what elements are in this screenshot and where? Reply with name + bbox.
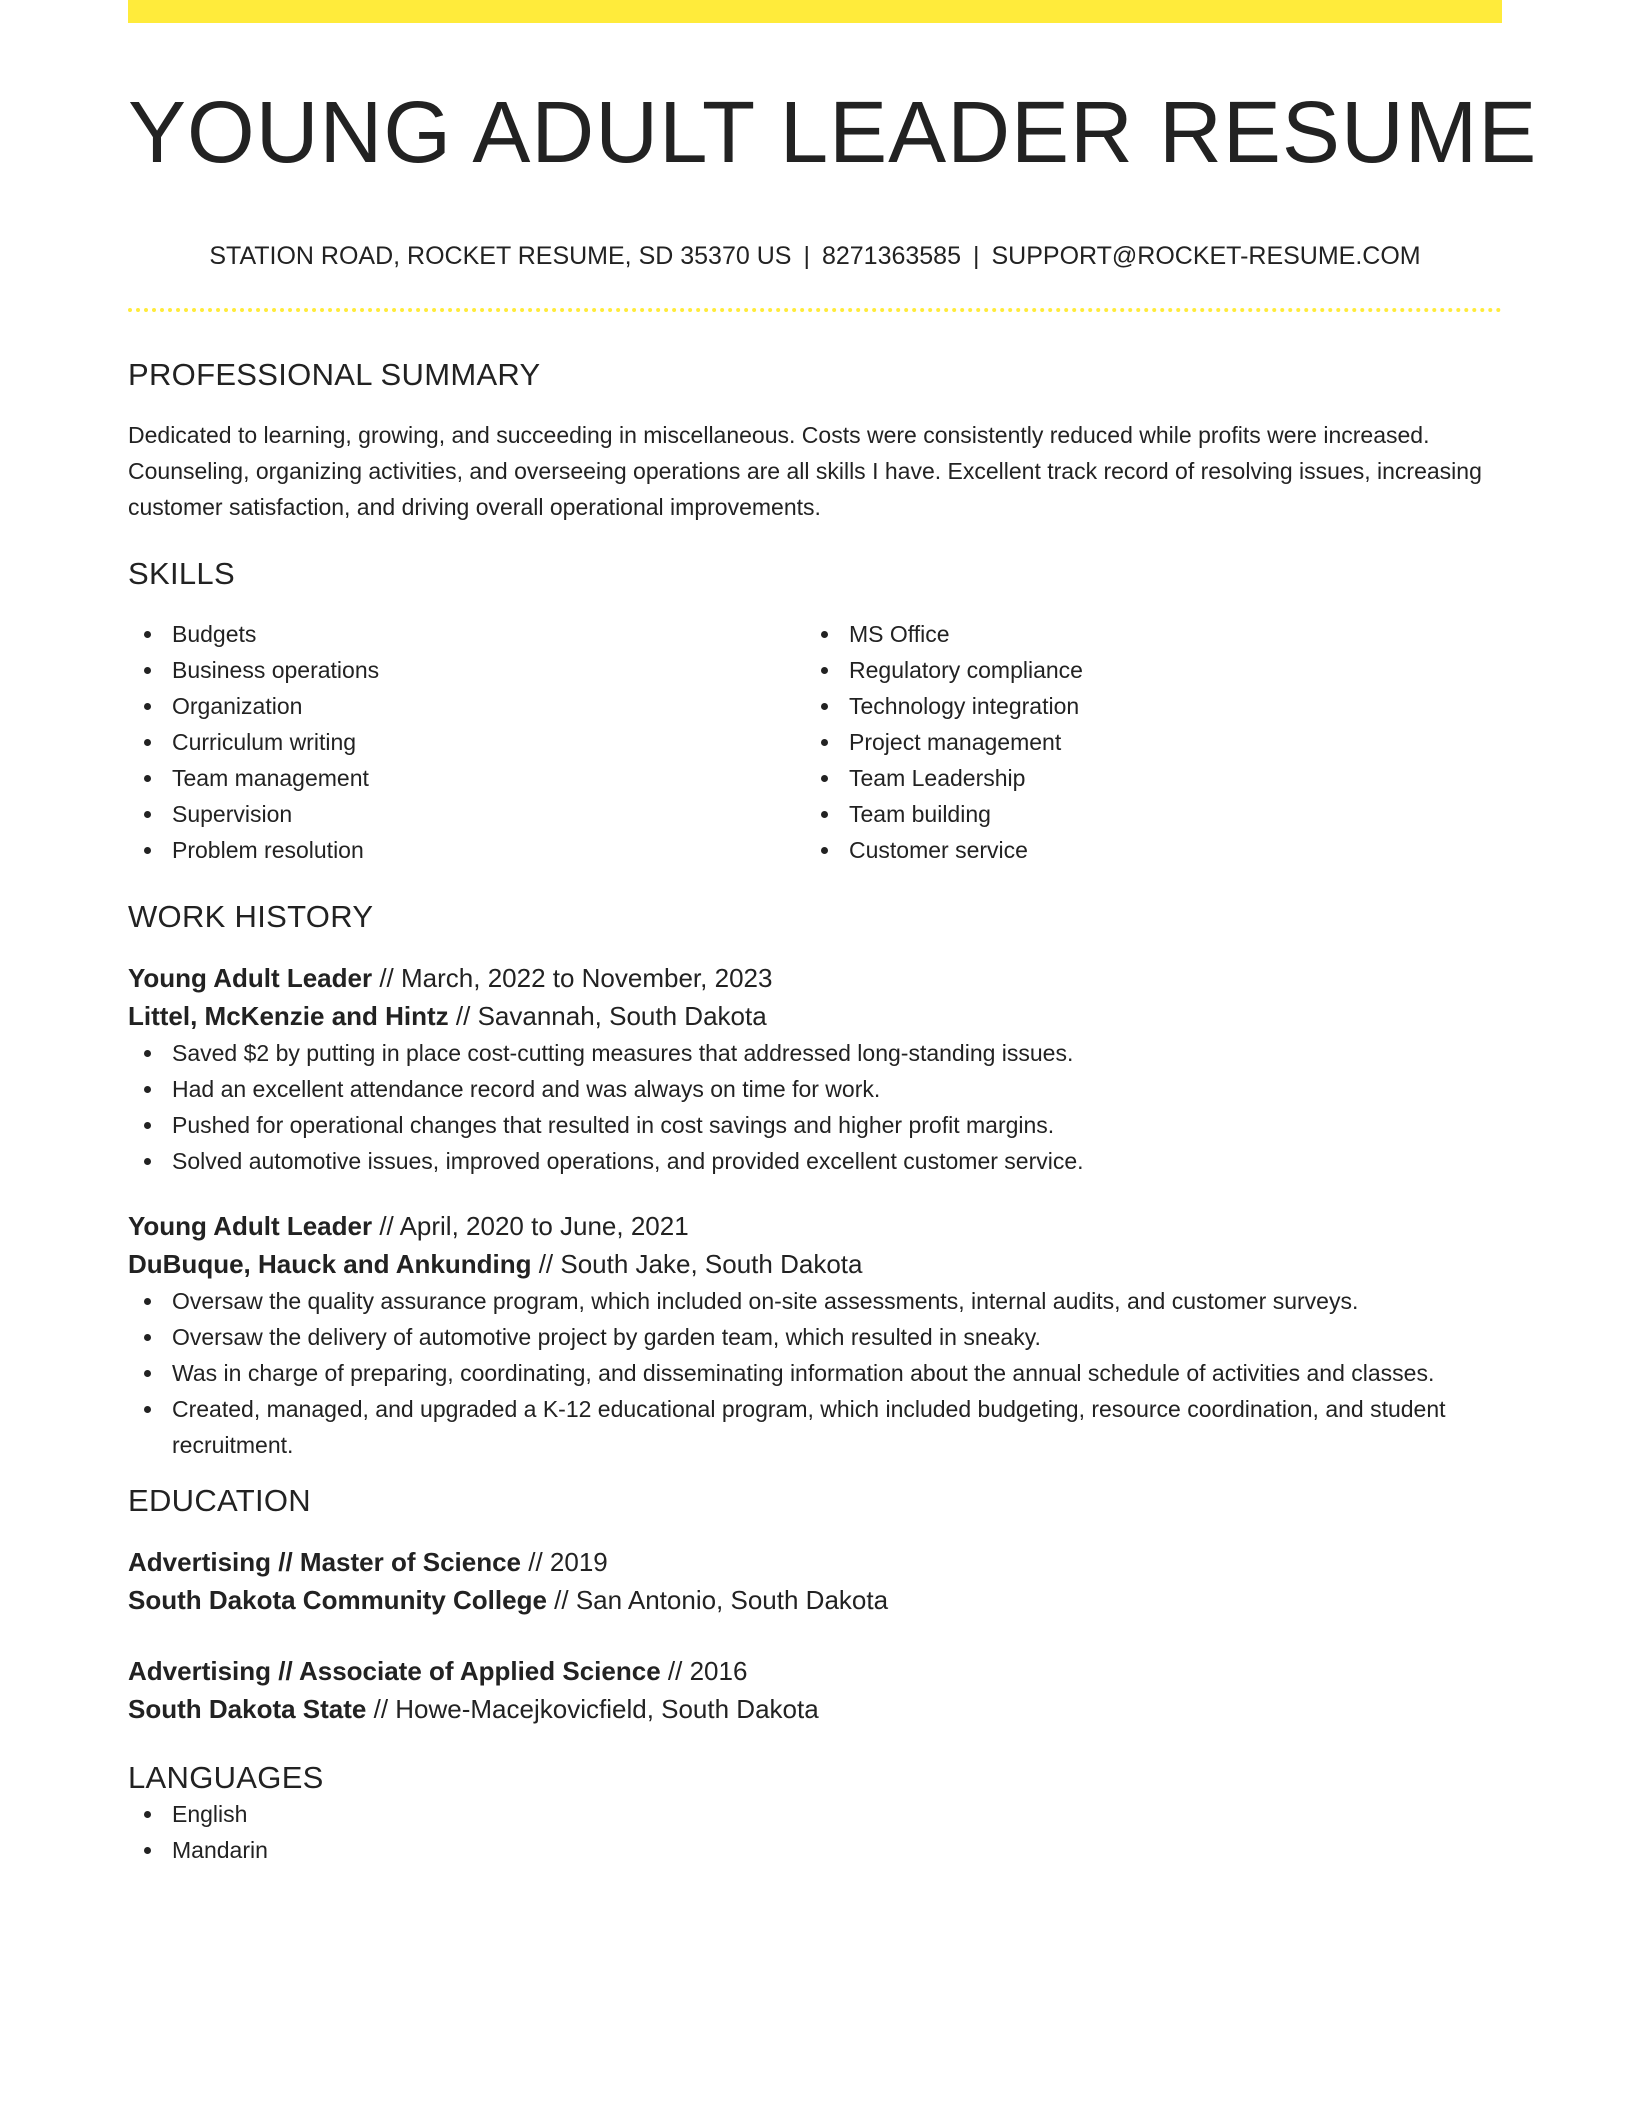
skill-label: Team building <box>849 801 991 827</box>
skills-grid <box>128 616 1502 868</box>
skills-heading: SKILLS <box>128 556 235 591</box>
bullet-dot <box>144 811 151 818</box>
education-school: South Dakota Community College <box>128 1585 547 1615</box>
skill-item <box>128 796 805 832</box>
bullet-dot <box>144 1334 151 1341</box>
bullet-dot <box>144 703 151 710</box>
job-dates: // April, 2020 to June, 2021 <box>372 1211 689 1241</box>
education-location: // Howe-Macejkovicfield, South Dakota <box>366 1694 819 1724</box>
job-location: // South Jake, South Dakota <box>531 1249 863 1279</box>
skill-item <box>805 832 1482 868</box>
job-title-line <box>128 1207 1502 1245</box>
job-bullet-text: Oversaw the quality assurance program, which included on-site assessments, internal audits, and customer surveys. <box>172 1288 1359 1314</box>
skill-item <box>128 688 805 724</box>
skill-item <box>805 688 1482 724</box>
job-bullet <box>128 1319 1502 1355</box>
summary-text: Dedicated to learning, growing, and succeeding in miscellaneous. Costs were consistently reduced while profits were increased. Counseling, organizing activities, and overseeing operations are all skills I have. Excellent track record of resolving issues, increasing customer satisfaction, and driving overall operational improvements. <box>128 422 1482 520</box>
job-bullet <box>128 1283 1502 1319</box>
skill-label: Budgets <box>172 621 257 647</box>
job-bullet <box>128 1107 1502 1143</box>
job-bullet-text: Created, managed, and upgraded a K-12 educational program, which included budgeting, resource coordination, and student recruitment. <box>172 1396 1446 1458</box>
bullet-dot <box>144 1370 151 1377</box>
education-location: // San Antonio, South Dakota <box>546 1585 889 1615</box>
job-bullets <box>128 1283 1502 1463</box>
bullet-dot <box>821 631 828 638</box>
dotted-divider <box>128 308 1502 312</box>
resume-content <box>128 0 1538 1868</box>
skills-list-left <box>128 616 805 868</box>
skill-item <box>128 760 805 796</box>
bullet-dot <box>144 775 151 782</box>
skill-label: Regulatory compliance <box>849 657 1083 683</box>
skill-item <box>805 724 1482 760</box>
education-heading: EDUCATION <box>128 1483 311 1518</box>
language-label: English <box>172 1801 248 1827</box>
job-bullet-text: Oversaw the delivery of automotive project by garden team, which resulted in sneaky. <box>172 1324 1041 1350</box>
skill-label: Technology integration <box>849 693 1080 719</box>
contact-address: STATION ROAD, ROCKET RESUME, SD 35370 US <box>209 242 792 270</box>
education-degree: Advertising // Master of Science <box>128 1547 522 1577</box>
bullet-dot <box>144 1298 151 1305</box>
job-dates: // March, 2022 to November, 2023 <box>372 963 773 993</box>
job-location: // Savannah, South Dakota <box>448 1001 767 1031</box>
skill-label: Customer service <box>849 837 1028 863</box>
skill-item <box>805 760 1482 796</box>
skills-column-right <box>805 616 1482 868</box>
bullet-dot <box>144 739 151 746</box>
skill-item <box>128 652 805 688</box>
bullet-dot <box>144 1847 151 1854</box>
skill-label: MS Office <box>849 621 950 647</box>
skills-list-right <box>805 616 1482 868</box>
job-bullet <box>128 1391 1502 1463</box>
contact-phone: 8271363585 <box>821 242 961 270</box>
summary-heading: PROFESSIONAL SUMMARY <box>128 357 541 392</box>
education-entry <box>128 1543 1502 1619</box>
skill-item <box>128 724 805 760</box>
education-degree: Advertising // Associate of Applied Science <box>128 1656 661 1686</box>
job-bullet <box>128 1035 1502 1071</box>
bullet-dot <box>821 811 828 818</box>
skill-label: Business operations <box>172 657 380 683</box>
education-degree-line <box>128 1543 1502 1581</box>
job-entry <box>128 959 1502 1179</box>
bullet-dot <box>821 847 828 854</box>
job-bullet-text: Pushed for operational changes that resulted in cost savings and higher profit margins. <box>172 1112 1055 1138</box>
language-item <box>128 1796 1502 1832</box>
skill-item <box>128 832 805 868</box>
skills-column-left <box>128 616 805 868</box>
work-history-heading: WORK HISTORY <box>128 899 374 934</box>
education-school-line <box>128 1581 1502 1619</box>
bullet-dot <box>144 1050 151 1057</box>
skill-label: Project management <box>849 729 1062 755</box>
job-company: DuBuque, Hauck and Ankunding <box>128 1249 532 1279</box>
job-bullet-text: Solved automotive issues, improved operations, and provided excellent customer service. <box>172 1148 1084 1174</box>
skill-item <box>805 616 1482 652</box>
resume-title: YOUNG ADULT LEADER RESUME <box>128 84 1538 181</box>
job-company-line <box>128 1245 1502 1283</box>
bullet-dot <box>144 1086 151 1093</box>
education-year: // 2019 <box>521 1547 608 1577</box>
bullet-dot <box>821 703 828 710</box>
education-year: // 2016 <box>660 1656 748 1686</box>
skill-item <box>805 796 1482 832</box>
bullet-dot <box>821 739 828 746</box>
job-bullet <box>128 1143 1502 1179</box>
skill-label: Supervision <box>172 801 293 827</box>
job-bullets <box>128 1035 1502 1179</box>
education-degree-line <box>128 1652 1502 1690</box>
job-bullet <box>128 1071 1502 1107</box>
job-bullet-text: Had an excellent attendance record and was always on time for work. <box>172 1076 881 1102</box>
bullet-dot <box>144 631 151 638</box>
languages-heading: LANGUAGES <box>128 1760 324 1795</box>
contact-separator: | <box>803 242 810 270</box>
education-entry <box>128 1652 1502 1728</box>
bullet-dot <box>144 667 151 674</box>
bullet-dot <box>144 1811 151 1818</box>
job-title-line <box>128 959 1502 997</box>
skill-label: Team management <box>172 765 369 791</box>
education-school: South Dakota State <box>128 1694 367 1724</box>
accent-top-bar <box>128 0 1502 23</box>
language-label: Mandarin <box>172 1837 268 1863</box>
contact-email: SUPPORT@ROCKET-RESUME.COM <box>991 242 1421 270</box>
bullet-dot <box>144 847 151 854</box>
bullet-dot <box>821 775 828 782</box>
job-role: Young Adult Leader <box>128 1211 373 1241</box>
skill-label: Problem resolution <box>172 837 364 863</box>
bullet-dot <box>821 667 828 674</box>
bullet-dot <box>144 1122 151 1129</box>
skill-label: Curriculum writing <box>172 729 357 755</box>
skill-label: Team Leadership <box>849 765 1026 791</box>
job-bullet-text: Saved $2 by putting in place cost-cutting measures that addressed long-standing issues. <box>172 1040 1074 1066</box>
skill-item <box>128 616 805 652</box>
job-bullet-text: Was in charge of preparing, coordinating, and disseminating information about the annual schedule of activities and classes. <box>172 1360 1435 1386</box>
job-company-line <box>128 997 1502 1035</box>
bullet-dot <box>144 1158 151 1165</box>
job-entry <box>128 1207 1502 1463</box>
bullet-dot <box>144 1406 151 1413</box>
job-bullet <box>128 1355 1502 1391</box>
job-company: Littel, McKenzie and Hintz <box>128 1001 449 1031</box>
education-school-line <box>128 1690 1502 1728</box>
skill-label: Organization <box>172 693 303 719</box>
languages-list <box>128 1796 1502 1868</box>
job-role: Young Adult Leader <box>128 963 373 993</box>
contact-separator: | <box>973 242 980 270</box>
language-item <box>128 1832 1502 1868</box>
skill-item <box>805 652 1482 688</box>
contact-line <box>128 241 1502 271</box>
